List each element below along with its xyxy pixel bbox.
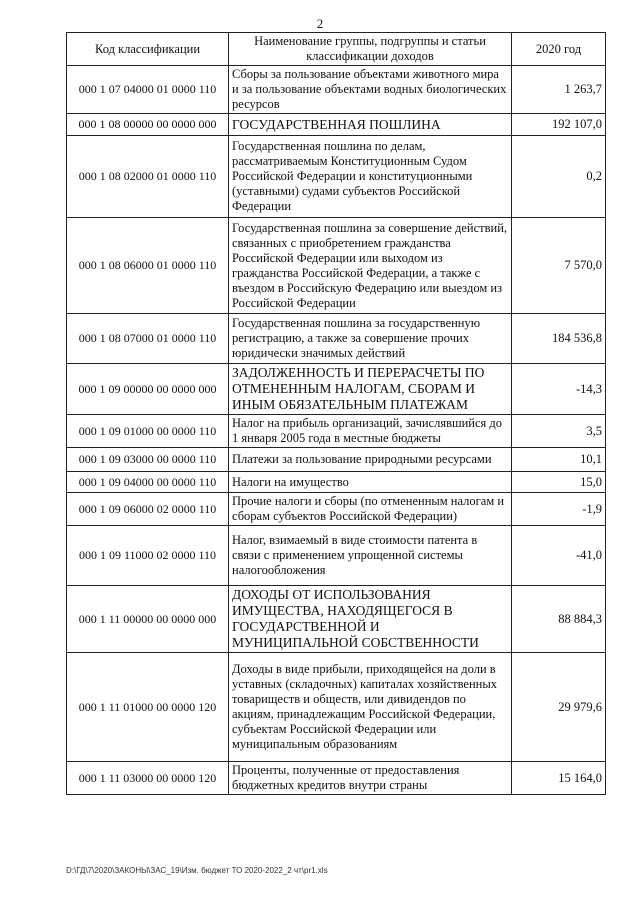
amount-2020: 10,1: [512, 448, 606, 472]
table-header-row: [67, 33, 606, 66]
classification-code: 000 1 11 03000 00 0000 120: [67, 762, 229, 795]
amount-2020: 15 164,0: [512, 762, 606, 795]
revenue-item-name: ЗАДОЛЖЕННОСТЬ И ПЕРЕРАСЧЕТЫ ПО ОТМЕНЕННЫМ НАЛОГАМ, СБОРАМ И ИНЫМ ОБЯЗАТЕЛЬНЫМ ПЛАТЕЖАМ: [229, 364, 512, 415]
table-row: [67, 218, 606, 314]
table-row: [67, 472, 606, 493]
table-row: [67, 493, 606, 526]
revenue-item-name: Государственная пошлина за государственную регистрацию, а также за совершение прочих юридически значимых действий: [229, 314, 512, 364]
classification-code: 000 1 09 06000 02 0000 110: [67, 493, 229, 526]
classification-code: 000 1 11 01000 00 0000 120: [67, 653, 229, 762]
revenue-item-name: Государственная пошлина за совершение действий, связанных с приобретением гражданства Российской Федерации или выходом из гражданства Российской Федерации, а также с въездом в Российскую Федерацию или выездом из Российской Федерации: [229, 218, 512, 314]
table-row: [67, 136, 606, 218]
classification-code: 000 1 11 00000 00 0000 000: [67, 586, 229, 653]
revenue-item-name: Проценты, полученные от предоставления бюджетных кредитов внутри страны: [229, 762, 512, 795]
revenue-item-name: Налог, взимаемый в виде стоимости патента в связи с применением упрощенной системы налогообложения: [229, 526, 512, 586]
table-row: [67, 762, 606, 795]
revenue-item-name: ДОХОДЫ ОТ ИСПОЛЬЗОВАНИЯ ИМУЩЕСТВА, НАХОДЯЩЕГОСЯ В ГОСУДАРСТВЕННОЙ И МУНИЦИПАЛЬНОЙ СОБСТВЕННОСТИ: [229, 586, 512, 653]
revenue-item-name: ГОСУДАРСТВЕННАЯ ПОШЛИНА: [229, 114, 512, 136]
revenue-item-name: Прочие налоги и сборы (по отмененным налогам и сборам субъектов Российской Федерации): [229, 493, 512, 526]
amount-2020: 192 107,0: [512, 114, 606, 136]
amount-2020: -41,0: [512, 526, 606, 586]
classification-code: 000 1 09 11000 02 0000 110: [67, 526, 229, 586]
header-name: Наименование группы, подгруппы и статьи классификации доходов: [229, 33, 512, 66]
table-row: [67, 526, 606, 586]
table-row: [67, 364, 606, 415]
table-row: [67, 114, 606, 136]
header-year: 2020 год: [512, 33, 606, 66]
amount-2020: 7 570,0: [512, 218, 606, 314]
revenue-item-name: Сборы за пользование объектами животного мира и за пользование объектами водных биологических ресурсов: [229, 66, 512, 114]
revenue-table: [66, 32, 606, 795]
page-number: 2: [316, 16, 324, 31]
table-row: [67, 415, 606, 448]
revenue-item-name: Доходы в виде прибыли, приходящейся на доли в уставных (складочных) капиталах хозяйственных товариществ и обществ, или дивидендов по акциям, принадлежащим Российской Федерации, субъектам Российской Федерации или муниципальным образованиям: [229, 653, 512, 762]
amount-2020: -14,3: [512, 364, 606, 415]
amount-2020: 0,2: [512, 136, 606, 218]
table-row: [67, 314, 606, 364]
revenue-item-name: Государственная пошлина по делам, рассматриваемым Конституционным Судом Российской Федерации и конституционными (уставными) судами субъектов Российской Федерации: [229, 136, 512, 218]
table-row: [67, 653, 606, 762]
amount-2020: 15,0: [512, 472, 606, 493]
classification-code: 000 1 09 00000 00 0000 000: [67, 364, 229, 415]
classification-code: 000 1 09 01000 00 0000 110: [67, 415, 229, 448]
classification-code: 000 1 08 07000 01 0000 110: [67, 314, 229, 364]
amount-2020: 29 979,6: [512, 653, 606, 762]
amount-2020: 3,5: [512, 415, 606, 448]
classification-code: 000 1 08 02000 01 0000 110: [67, 136, 229, 218]
classification-code: 000 1 09 04000 00 0000 110: [67, 472, 229, 493]
revenue-item-name: Платежи за пользование природными ресурсами: [229, 448, 512, 472]
revenue-item-name: Налоги на имущество: [229, 472, 512, 493]
file-path-footer: D:\ГД\7\2020\ЗАКОНЫ\ЗАС_19\Изм. бюджет ТО 2020-2022_2 чт\pr1.xls: [66, 866, 328, 875]
table-row: [67, 448, 606, 472]
classification-code: 000 1 08 06000 01 0000 110: [67, 218, 229, 314]
amount-2020: 184 536,8: [512, 314, 606, 364]
table-row: [67, 66, 606, 114]
classification-code: 000 1 08 00000 00 0000 000: [67, 114, 229, 136]
classification-code: 000 1 07 04000 01 0000 110: [67, 66, 229, 114]
amount-2020: -1,9: [512, 493, 606, 526]
header-code: Код классификации: [67, 33, 229, 66]
amount-2020: 88 884,3: [512, 586, 606, 653]
revenue-item-name: Налог на прибыль организаций, зачислявшийся до 1 января 2005 года в местные бюджеты: [229, 415, 512, 448]
classification-code: 000 1 09 03000 00 0000 110: [67, 448, 229, 472]
amount-2020: 1 263,7: [512, 66, 606, 114]
table-row: [67, 586, 606, 653]
